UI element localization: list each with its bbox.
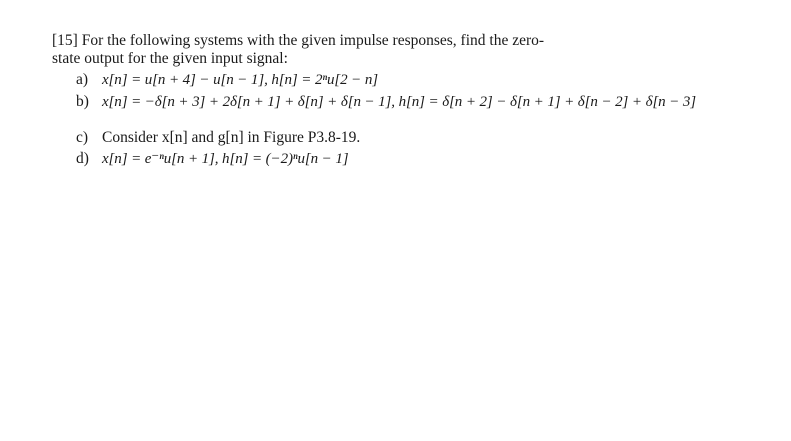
problem-block [52, 32, 752, 168]
subproblem-text: Consider x[n] and g[n] in Figure P3.8-19. [102, 129, 361, 146]
subproblem-a [76, 71, 752, 89]
subproblem-list [52, 71, 752, 168]
subproblem-text: x[n] = e⁻ⁿu[n + 1], h[n] = (−2)ⁿu[n − 1] [102, 151, 349, 167]
subproblem-marker: c) [76, 129, 89, 146]
problem-statement [52, 32, 752, 68]
subproblem-text: x[n] = −δ[n + 3] + 2δ[n + 1] + δ[n] + δ[n − 1], h[n] = δ[n + 2] − δ[n + 1] + δ[n − 2] + δ[n − 3] [102, 94, 697, 110]
subproblem-b [76, 93, 752, 111]
subproblem-marker: b) [76, 93, 89, 110]
subproblem-marker: d) [76, 150, 89, 167]
subproblem-marker: a) [76, 71, 89, 88]
subproblem-d [76, 150, 752, 168]
subproblem-c [76, 129, 752, 147]
subproblem-text: x[n] = u[n + 4] − u[n − 1], h[n] = 2ⁿu[2 − n] [102, 72, 378, 88]
problem-header-continued: state output for the given input signal: [52, 50, 288, 67]
problem-header: [15] For the following systems with the given impulse responses, find the zero- [52, 32, 545, 49]
